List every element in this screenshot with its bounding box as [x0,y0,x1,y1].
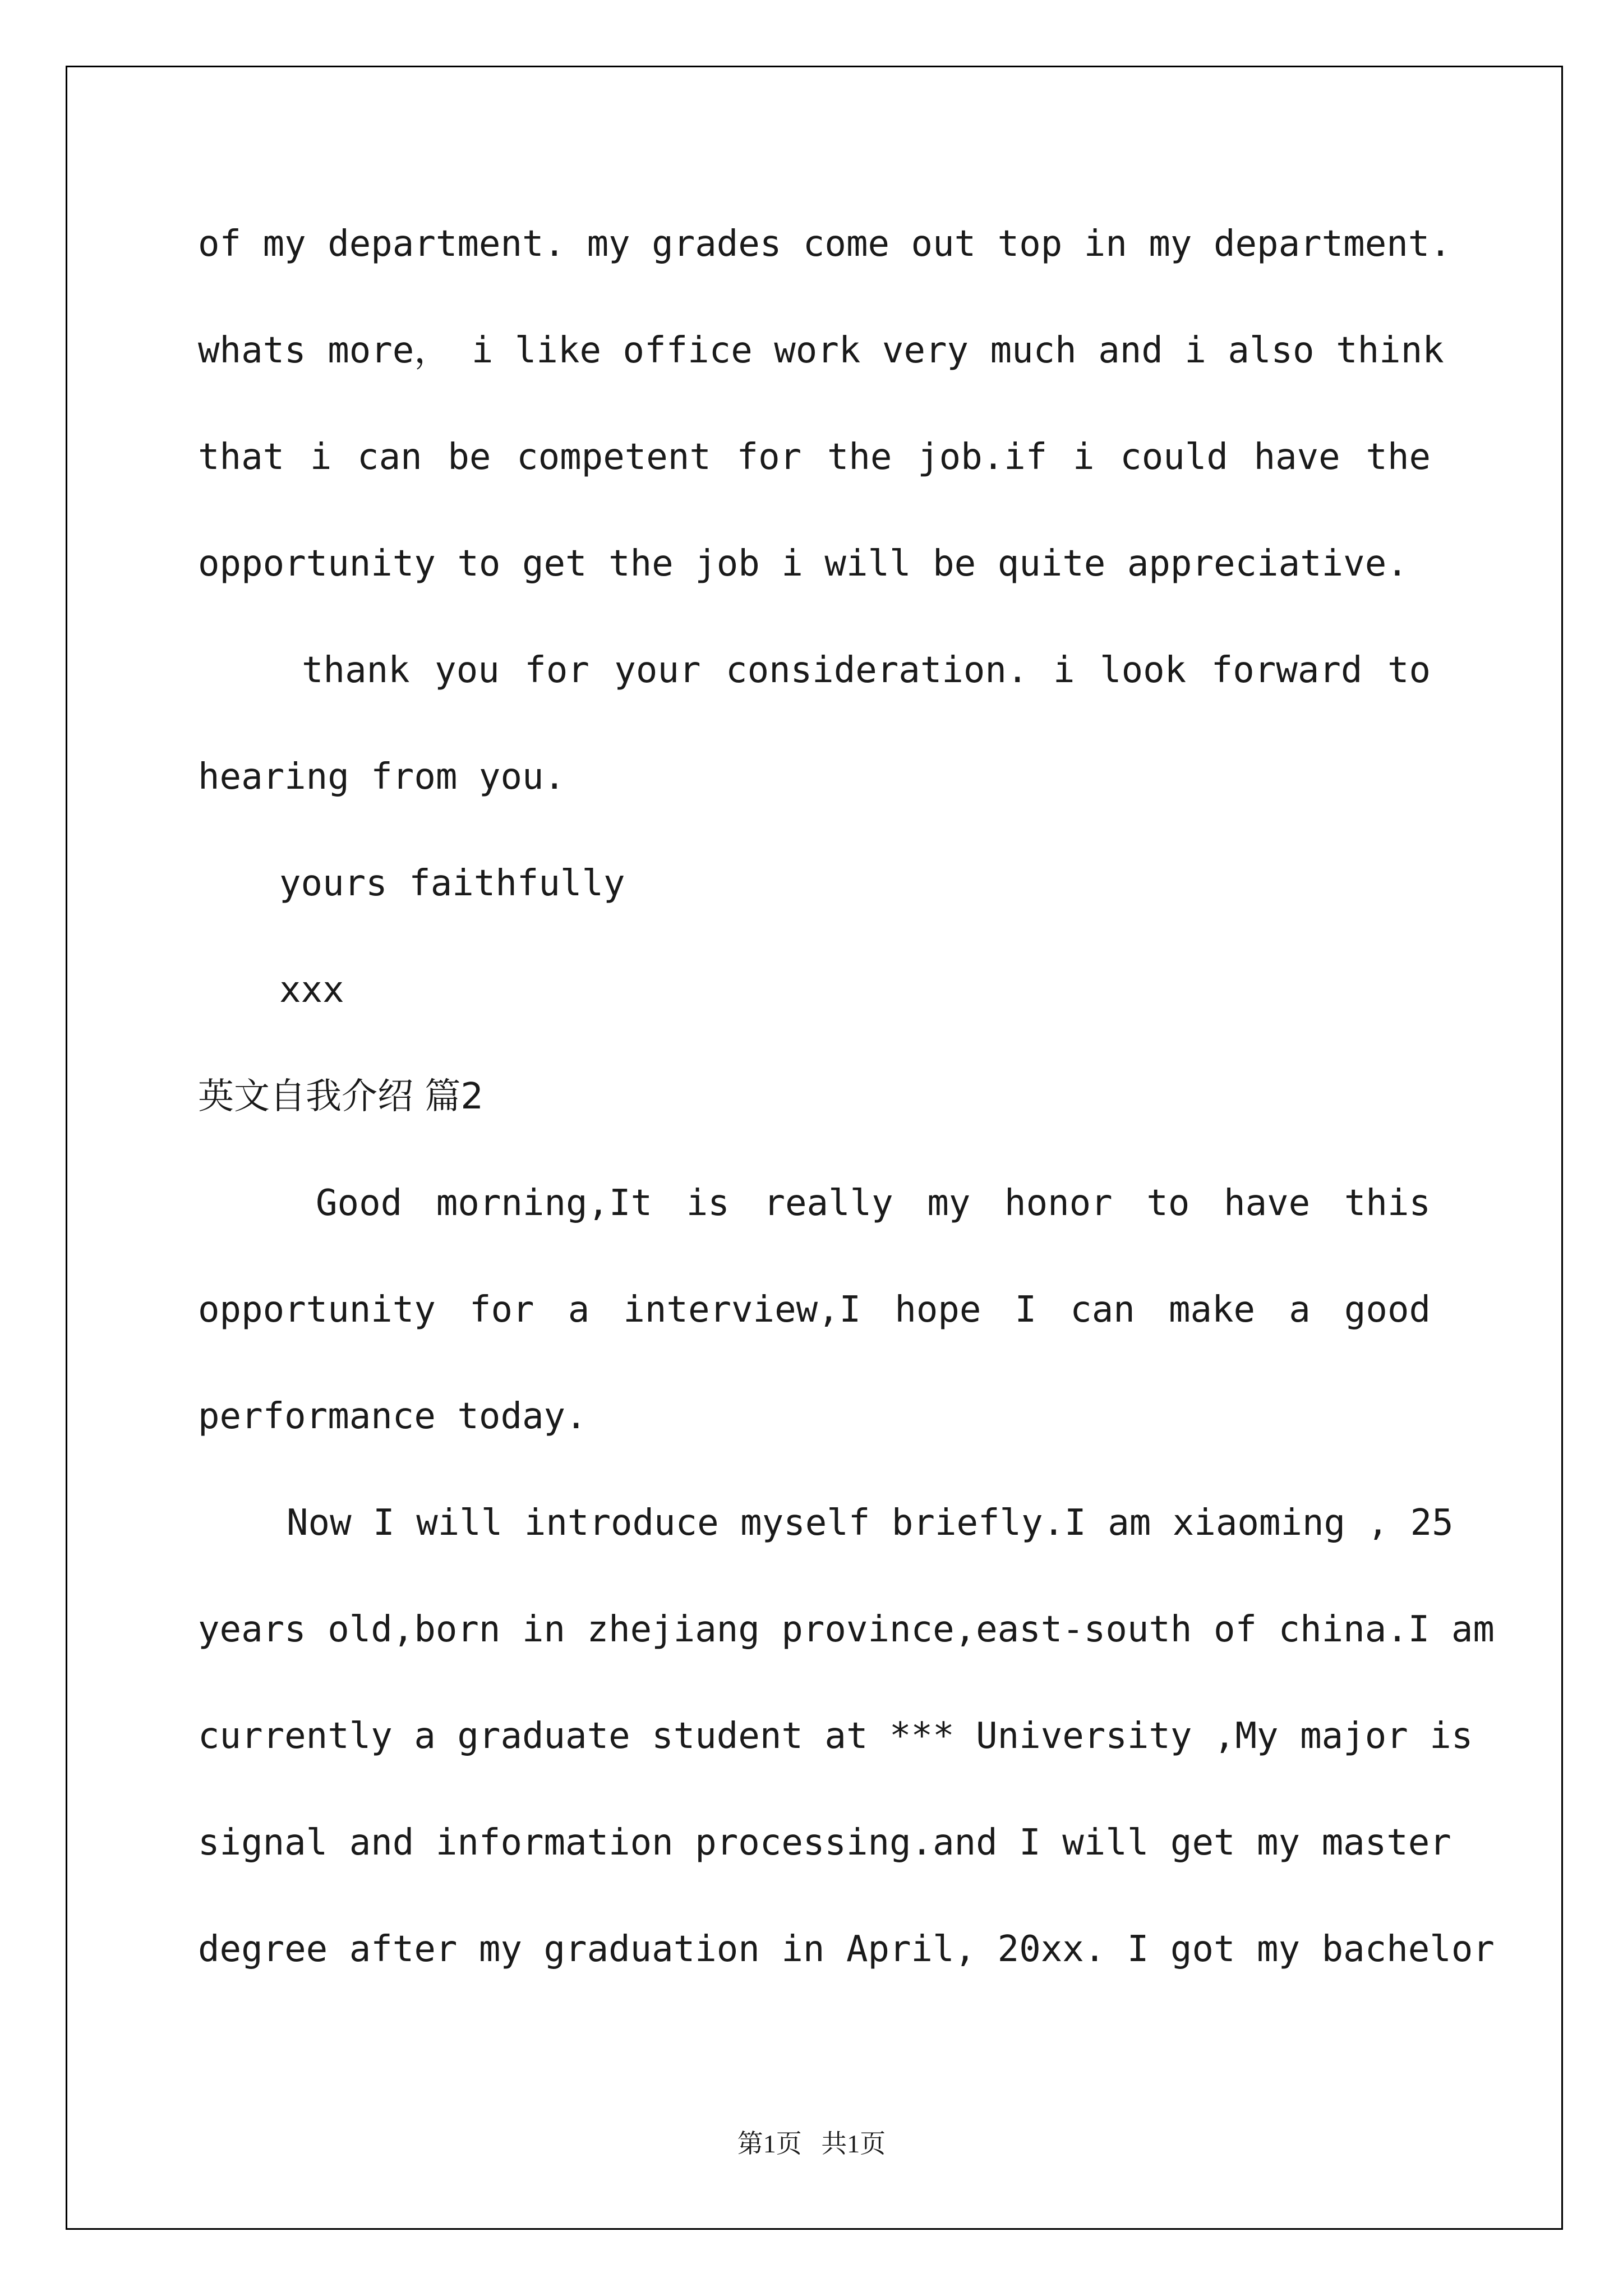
text-line: Now I will introduce myself briefly.I am xiaoming , 25 [287,1502,1454,1544]
page-footer: 第1页 共1页 [737,2129,886,2158]
text-line: that i can be competent for the job.if i could have the [198,436,1431,478]
text-line: performance today. [198,1396,587,1437]
text-line: degree after my graduation in April, 20xx. I got my bachelor [198,1929,1495,1970]
text-line: signal and information processing.and I will get my master [198,1822,1451,1864]
signature: xxx [279,969,344,1011]
text-line: of my department. my grades come out top in my department. [198,223,1451,265]
text-line: opportunity to get the job i will be quite appreciative. [198,543,1408,585]
signoff: yours faithfully [279,863,625,904]
page-border [66,66,1563,2230]
text-line: thank you for your consideration. i look forward to [302,650,1431,691]
section-heading: 英文自我介绍 篇2 [198,1076,484,1117]
text-line: opportunity for a interview,I hope I can make a good [198,1289,1431,1331]
text-line: Good morning,It is really my honor to have this [316,1182,1431,1224]
text-line: currently a graduate student at *** University ,My major is [198,1715,1473,1757]
text-line: whats more， i like office work very much and i also think [198,330,1444,371]
text-line: hearing from you. [198,756,566,798]
text-line: years old,born in zhejiang province,east-south of china.I am [198,1609,1495,1650]
